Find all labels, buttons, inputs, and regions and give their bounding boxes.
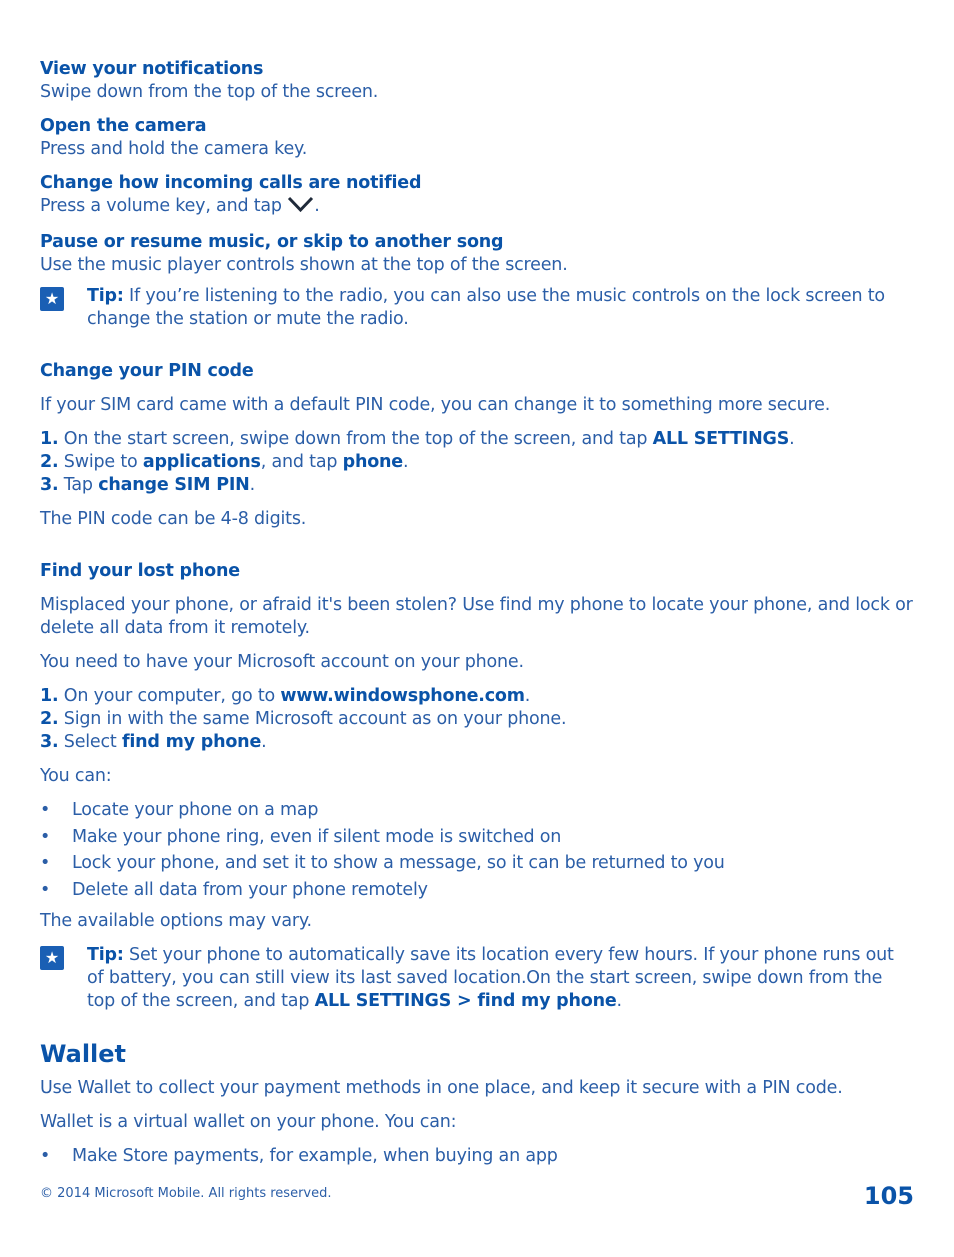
tip-label: Tip: [87,945,124,965]
list-item: • Make Store payments, for example, when buying an app [40,1143,915,1170]
page-number: 105 [863,1182,914,1210]
step-text: . [261,732,267,752]
calls-block [40,172,915,220]
step-number: 3. [40,732,59,752]
step-keyword: ALL SETTINGS [652,429,790,449]
step-keyword: find my phone [477,991,617,1011]
lost-intro: Misplaced your phone, or afraid it's been stolen? Use find my phone to locate your phone, and lock or delete all data from it remotely. [40,595,913,638]
tip-radio [40,285,915,331]
tip-radio-body: If you’re listening to the radio, you can also use the music controls on the lock screen to change the station or mute the radio. [87,286,885,329]
chevron-down-icon [287,195,314,220]
step-keyword: applications [142,452,261,472]
pin-note: The PIN code can be 4-8 digits. [40,509,307,529]
step-number: 2. [40,709,59,729]
lost-steps [40,685,915,754]
lost-section [40,560,915,1013]
wallet-p2: Wallet is a virtual wallet on your phone. You can: [40,1112,457,1132]
tip-location-text [87,944,915,1013]
list-item: • Lock your phone, and set it to show a message, so it can be returned to you [40,850,915,877]
tip-location [40,944,915,1013]
heading-music: Pause or resume music, or skip to another song [40,232,504,252]
heading-lost: Find your lost phone [40,561,240,581]
step-number: 1. [40,686,59,706]
star-icon: ★ [40,946,64,970]
step-text: On your computer, go to [58,686,281,706]
step-text: Select [58,732,122,752]
step-text: Sign in with the same Microsoft account as on your phone. [58,709,567,729]
lost-step-1 [40,685,915,708]
tip-radio-text [87,285,915,331]
step-text: , and tap [260,452,343,472]
pin-intro: If your SIM card came with a default PIN code, you can change it to something more secure. [40,395,831,415]
step-keyword: ALL SETTINGS [314,991,452,1011]
step-number: 3. [40,475,59,495]
wallet-intro: Use Wallet to collect your payment methods in one place, and keep it secure with a PIN code. [40,1078,843,1098]
step-text: . [249,475,255,495]
pin-step-3 [40,474,915,497]
lost-need: You need to have your Microsoft account on your phone. [40,652,524,672]
star-icon: ★ [40,287,64,311]
notifications-block [40,58,915,104]
wallet-section [40,1039,915,1170]
list-item: • Make your phone ring, even if silent mode is switched on [40,824,915,851]
pin-step-1 [40,428,915,451]
step-text: . [524,686,531,706]
step-text: . [402,452,409,472]
step-keyword: find my phone [121,732,262,752]
lost-step-2 [40,708,915,731]
step-keyword: > [451,991,478,1011]
step-text: Swipe to [58,452,143,472]
pin-section [40,360,915,531]
heading-wallet: Wallet [40,1040,127,1068]
step-keyword: phone [342,452,403,472]
text-notifications: Swipe down from the top of the screen. [40,82,379,102]
list-item: • Locate your phone on a map [40,797,915,824]
copyright: © 2014 Microsoft Mobile. All rights reserved. [40,1186,332,1201]
step-number: 2. [40,452,59,472]
windowsphone-link[interactable]: www.windowsphone.com [280,686,525,706]
text-calls-a: Press a volume key, and tap [40,196,288,216]
tip-location-body: Set your phone to automatically save its location every few hours. If your phone runs out of battery, you can still view its last saved location.On the start screen, swipe down from the top of the screen, and tap [87,945,894,1011]
text-camera: Press and hold the camera key. [40,139,308,159]
pin-step-2 [40,451,915,474]
text-calls-end: . [314,196,320,216]
lost-you-can: You can: [40,766,112,786]
text-music: Use the music player controls shown at the top of the screen. [40,255,568,275]
list-item: • Delete all data from your phone remotely [40,877,915,904]
tip-label: Tip: [87,286,124,306]
lost-vary: The available options may vary. [40,911,312,931]
text-calls [40,195,915,220]
heading-pin: Change your PIN code [40,361,254,381]
step-text: Tap [58,475,99,495]
step-number: 1. [40,429,59,449]
heading-notifications: View your notifications [40,59,264,79]
step-text: On the start screen, swipe down from the top of the screen, and tap [58,429,653,449]
step-text: . [789,429,795,449]
step-keyword: change SIM PIN [98,475,250,495]
wallet-list [40,1143,915,1170]
music-block [40,231,915,277]
pin-steps [40,428,915,497]
tip-location-end: . [616,991,622,1011]
camera-block [40,115,915,161]
heading-camera: Open the camera [40,116,207,136]
lost-step-3 [40,731,915,754]
heading-calls: Change how incoming calls are notified [40,173,422,193]
document-page [40,58,915,1170]
lost-options-list [40,797,915,903]
